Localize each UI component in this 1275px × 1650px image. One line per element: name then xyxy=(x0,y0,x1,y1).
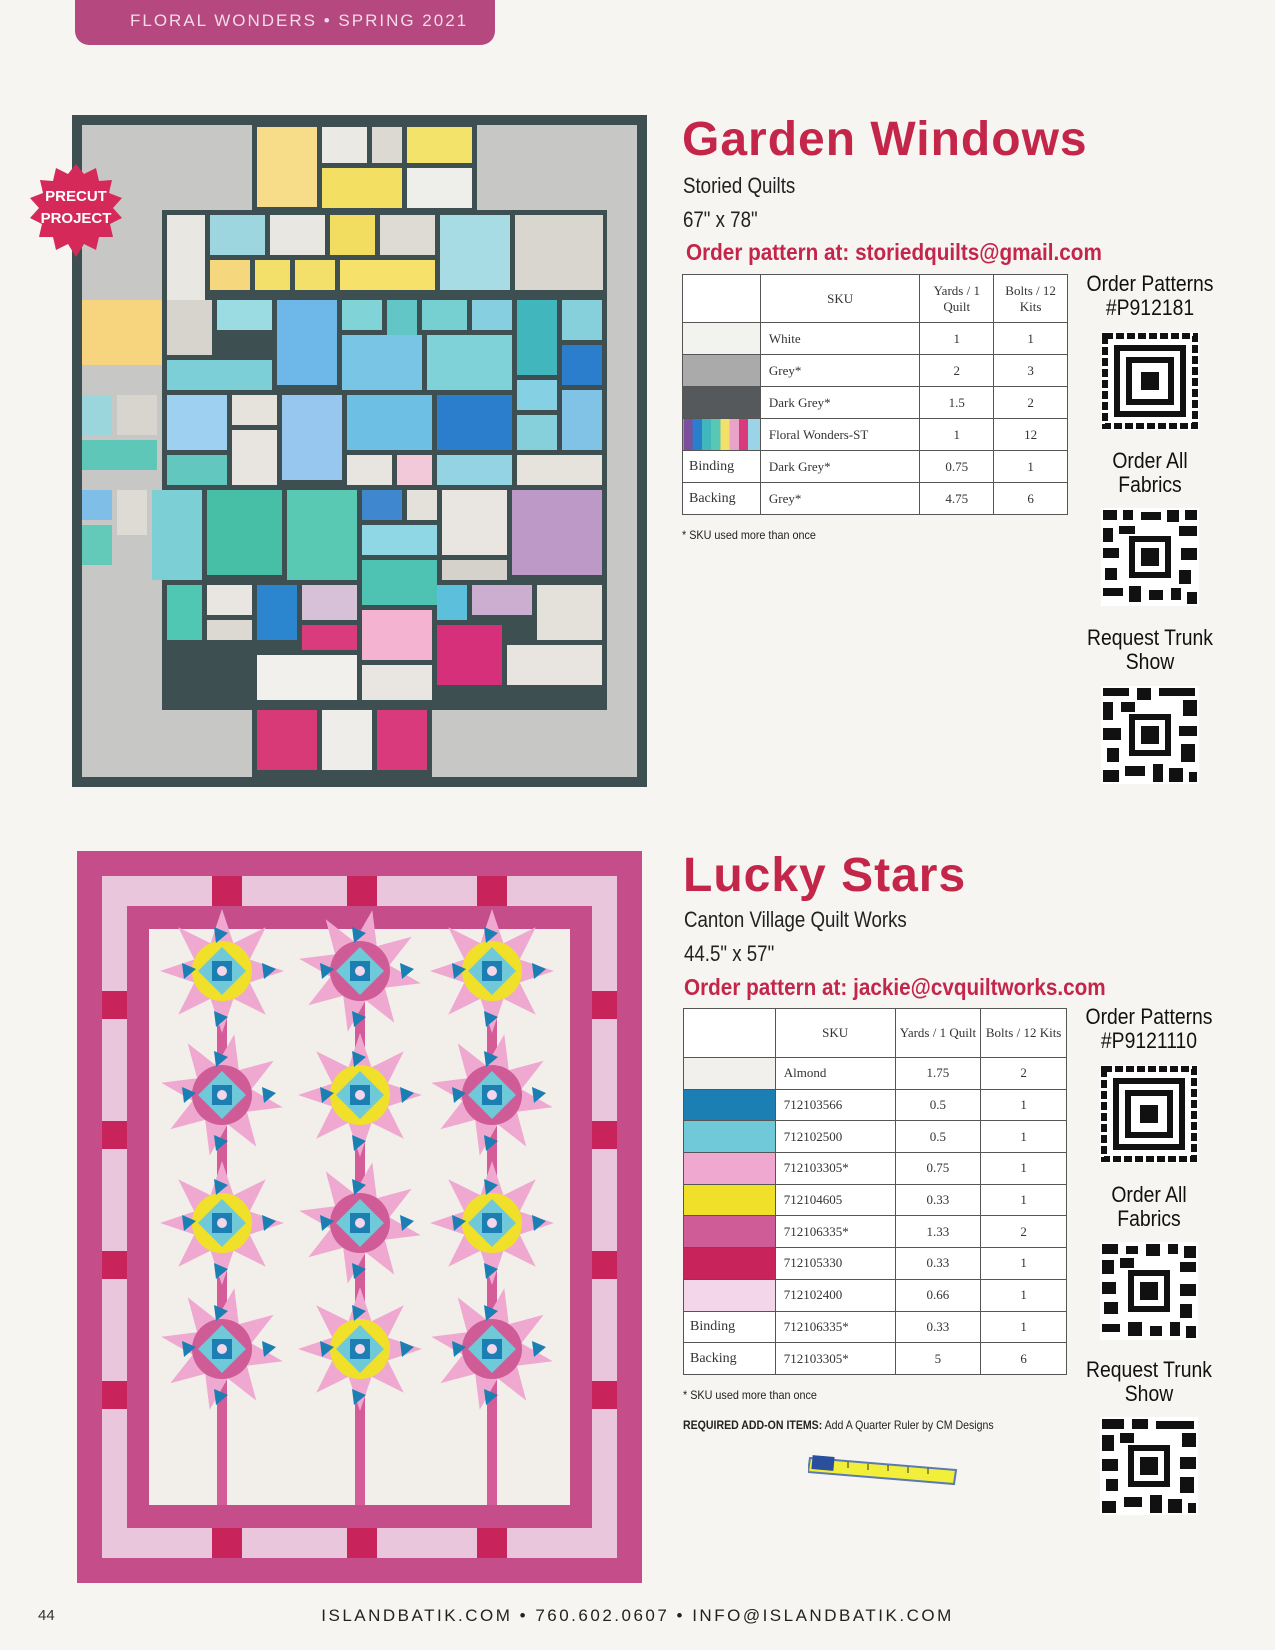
table-cell-bolts: 2 xyxy=(994,387,1068,419)
fabric-swatch xyxy=(683,355,761,387)
request-trunk-show-label: Request Trunk Show xyxy=(1087,625,1213,674)
table-cell-sku: Grey* xyxy=(760,355,919,387)
pattern-number: #P912181 xyxy=(1105,295,1195,320)
table-row xyxy=(684,1058,1067,1090)
order-fabrics-label: Order All Fabrics xyxy=(1112,448,1188,497)
table-cell-sku: 712106335* xyxy=(775,1311,895,1343)
request-trunk-show-label: Request Trunk Show xyxy=(1086,1357,1212,1406)
table-header-bolts: Bolts / 12 Kits xyxy=(994,275,1068,323)
table-cell-sku: White xyxy=(760,323,919,355)
table-cell-yards: 0.5 xyxy=(895,1089,981,1121)
fabric-swatch xyxy=(683,323,761,355)
fabric-swatch xyxy=(684,1248,776,1280)
table-cell-yards: 0.33 xyxy=(895,1184,981,1216)
table-cell-bolts: 1 xyxy=(981,1311,1067,1343)
table-cell-yards: 4.75 xyxy=(920,483,994,515)
table-header-sku: SKU xyxy=(775,1009,895,1058)
table-cell-yards: 1 xyxy=(920,323,994,355)
table-cell-bolts: 1 xyxy=(981,1279,1067,1311)
table-row xyxy=(684,1153,1067,1185)
star-block xyxy=(160,1161,284,1285)
table-header-yards: Yards / 1 Quilt xyxy=(895,1009,981,1058)
header-tab xyxy=(75,0,495,45)
table-row xyxy=(683,387,1068,419)
fabric-swatch xyxy=(684,1153,776,1185)
table-cell-role: Binding xyxy=(684,1311,776,1343)
project-title: Lucky Stars xyxy=(683,849,967,902)
table-cell-sku: 712103305* xyxy=(775,1153,895,1185)
table-cell-role: Binding xyxy=(683,451,761,483)
table-cell-bolts: 1 xyxy=(981,1184,1067,1216)
table-cell-sku: 712102400 xyxy=(775,1279,895,1311)
table-cell-bolts: 1 xyxy=(981,1121,1067,1153)
garden-windows-quilt-image xyxy=(72,115,647,787)
table-cell-yards: 1.5 xyxy=(920,387,994,419)
fabric-swatch xyxy=(683,419,761,451)
table-row xyxy=(684,1184,1067,1216)
fabric-swatch xyxy=(684,1058,776,1090)
table-cell-bolts: 1 xyxy=(981,1089,1067,1121)
table-cell-sku: Floral Wonders-ST xyxy=(760,419,919,451)
page-number: 44 xyxy=(38,1607,55,1624)
table-row xyxy=(684,1343,1067,1375)
table-row xyxy=(684,1248,1067,1280)
table-cell-bolts: 6 xyxy=(981,1343,1067,1375)
fabric-swatch xyxy=(684,1216,776,1248)
table-cell-yards: 1.33 xyxy=(895,1216,981,1248)
table-row xyxy=(684,1279,1067,1311)
table-header-bolts: Bolts / 12 Kits xyxy=(981,1009,1067,1058)
footer-contact: ISLANDBATIK.COM • 760.602.0607 • INFO@ISLANDBATIK.COM xyxy=(321,1606,954,1625)
table-cell-yards: 0.33 xyxy=(895,1248,981,1280)
order-pattern-line: Order pattern at: jackie@cvquiltworks.com xyxy=(684,974,1106,1000)
table-header-empty xyxy=(684,1009,776,1058)
table-row xyxy=(683,451,1068,483)
project-title: Garden Windows xyxy=(682,113,1088,166)
fabric-table xyxy=(682,274,1068,515)
quarter-ruler-image xyxy=(808,1450,958,1486)
order-pattern-line: Order pattern at: storiedquilts@gmail.com xyxy=(686,239,1102,265)
fabric-swatch xyxy=(684,1121,776,1153)
fabric-table xyxy=(683,1008,1067,1375)
project-designer: Storied Quilts xyxy=(683,173,796,198)
star-block xyxy=(160,909,284,1033)
table-cell-sku: 712106335* xyxy=(775,1216,895,1248)
table-cell-sku: Dark Grey* xyxy=(760,451,919,483)
star-block xyxy=(430,1161,554,1285)
table-cell-bolts: 3 xyxy=(994,355,1068,387)
table-cell-bolts: 1 xyxy=(981,1153,1067,1185)
pattern-number: #P9121110 xyxy=(1100,1028,1198,1053)
order-patterns-qr-code[interactable] xyxy=(1101,332,1199,430)
table-cell-yards: 0.33 xyxy=(895,1311,981,1343)
fabric-swatch xyxy=(683,387,761,419)
precut-project-badge xyxy=(27,162,125,260)
table-cell-bolts: 1 xyxy=(981,1248,1067,1280)
table-cell-bolts: 1 xyxy=(994,451,1068,483)
table-header-sku: SKU xyxy=(760,275,919,323)
order-fabrics-qr-code[interactable] xyxy=(1100,1242,1198,1340)
table-cell-sku: 712102500 xyxy=(775,1121,895,1153)
addon-text: Add A Quarter Ruler by CM Designs xyxy=(824,1418,994,1432)
project-size: 67" x 78" xyxy=(683,207,758,232)
table-cell-yards: 0.5 xyxy=(895,1121,981,1153)
fabric-swatch xyxy=(684,1184,776,1216)
trunk-show-qr-code[interactable] xyxy=(1101,686,1199,784)
lucky-stars-quilt-image xyxy=(77,851,642,1583)
star-block xyxy=(298,1287,422,1411)
table-cell-bolts: 1 xyxy=(994,323,1068,355)
table-cell-yards: 1.75 xyxy=(895,1058,981,1090)
star-block xyxy=(298,1033,422,1157)
project-size: 44.5" x 57" xyxy=(684,941,775,966)
order-patterns-text: Order Patterns xyxy=(1086,271,1214,296)
table-cell-bolts: 2 xyxy=(981,1058,1067,1090)
sku-footnote: * SKU used more than once xyxy=(683,1388,817,1402)
addon-label: REQUIRED ADD-ON ITEMS: xyxy=(683,1418,823,1432)
table-cell-yards: 0.75 xyxy=(895,1153,981,1185)
table-header-empty xyxy=(683,275,761,323)
order-fabrics-qr-code[interactable] xyxy=(1101,508,1199,606)
star-block xyxy=(430,909,554,1033)
table-header-yards: Yards / 1 Quilt xyxy=(920,275,994,323)
sku-footnote: * SKU used more than once xyxy=(682,528,816,542)
table-row xyxy=(683,323,1068,355)
table-cell-sku: Grey* xyxy=(760,483,919,515)
table-row xyxy=(684,1089,1067,1121)
header-tab-text: FLORAL WONDERS • SPRING 2021 xyxy=(130,11,469,30)
trunk-show-qr-code[interactable] xyxy=(1100,1417,1198,1515)
badge-line-2: PROJECT xyxy=(40,210,112,227)
table-cell-bolts: 12 xyxy=(994,419,1068,451)
fabric-swatch xyxy=(684,1089,776,1121)
order-patterns-label xyxy=(1083,1005,1215,1053)
order-patterns-qr-code[interactable] xyxy=(1100,1065,1198,1163)
order-fabrics-label: Order All Fabrics xyxy=(1111,1182,1187,1231)
required-addon-items xyxy=(683,1418,994,1432)
table-cell-yards: 0.66 xyxy=(895,1279,981,1311)
table-cell-sku: 712103566 xyxy=(775,1089,895,1121)
table-row xyxy=(683,419,1068,451)
table-cell-yards: 2 xyxy=(920,355,994,387)
table-cell-sku: 712103305* xyxy=(775,1343,895,1375)
table-cell-sku: 712104605 xyxy=(775,1184,895,1216)
badge-line-1: PRECUT xyxy=(45,188,107,205)
order-patterns-label xyxy=(1084,272,1216,320)
table-row xyxy=(683,483,1068,515)
table-cell-bolts: 6 xyxy=(994,483,1068,515)
table-cell-role: Backing xyxy=(684,1343,776,1375)
fabric-swatch xyxy=(684,1279,776,1311)
table-row xyxy=(684,1216,1067,1248)
table-cell-yards: 1 xyxy=(920,419,994,451)
table-cell-sku: 712105330 xyxy=(775,1248,895,1280)
table-row xyxy=(684,1311,1067,1343)
table-cell-sku: Almond xyxy=(775,1058,895,1090)
table-cell-role: Backing xyxy=(683,483,761,515)
table-cell-sku: Dark Grey* xyxy=(760,387,919,419)
table-cell-bolts: 2 xyxy=(981,1216,1067,1248)
table-row xyxy=(683,355,1068,387)
table-cell-yards: 0.75 xyxy=(920,451,994,483)
table-cell-yards: 5 xyxy=(895,1343,981,1375)
order-patterns-text: Order Patterns xyxy=(1085,1004,1213,1029)
project-designer: Canton Village Quilt Works xyxy=(684,907,907,932)
table-row xyxy=(684,1121,1067,1153)
